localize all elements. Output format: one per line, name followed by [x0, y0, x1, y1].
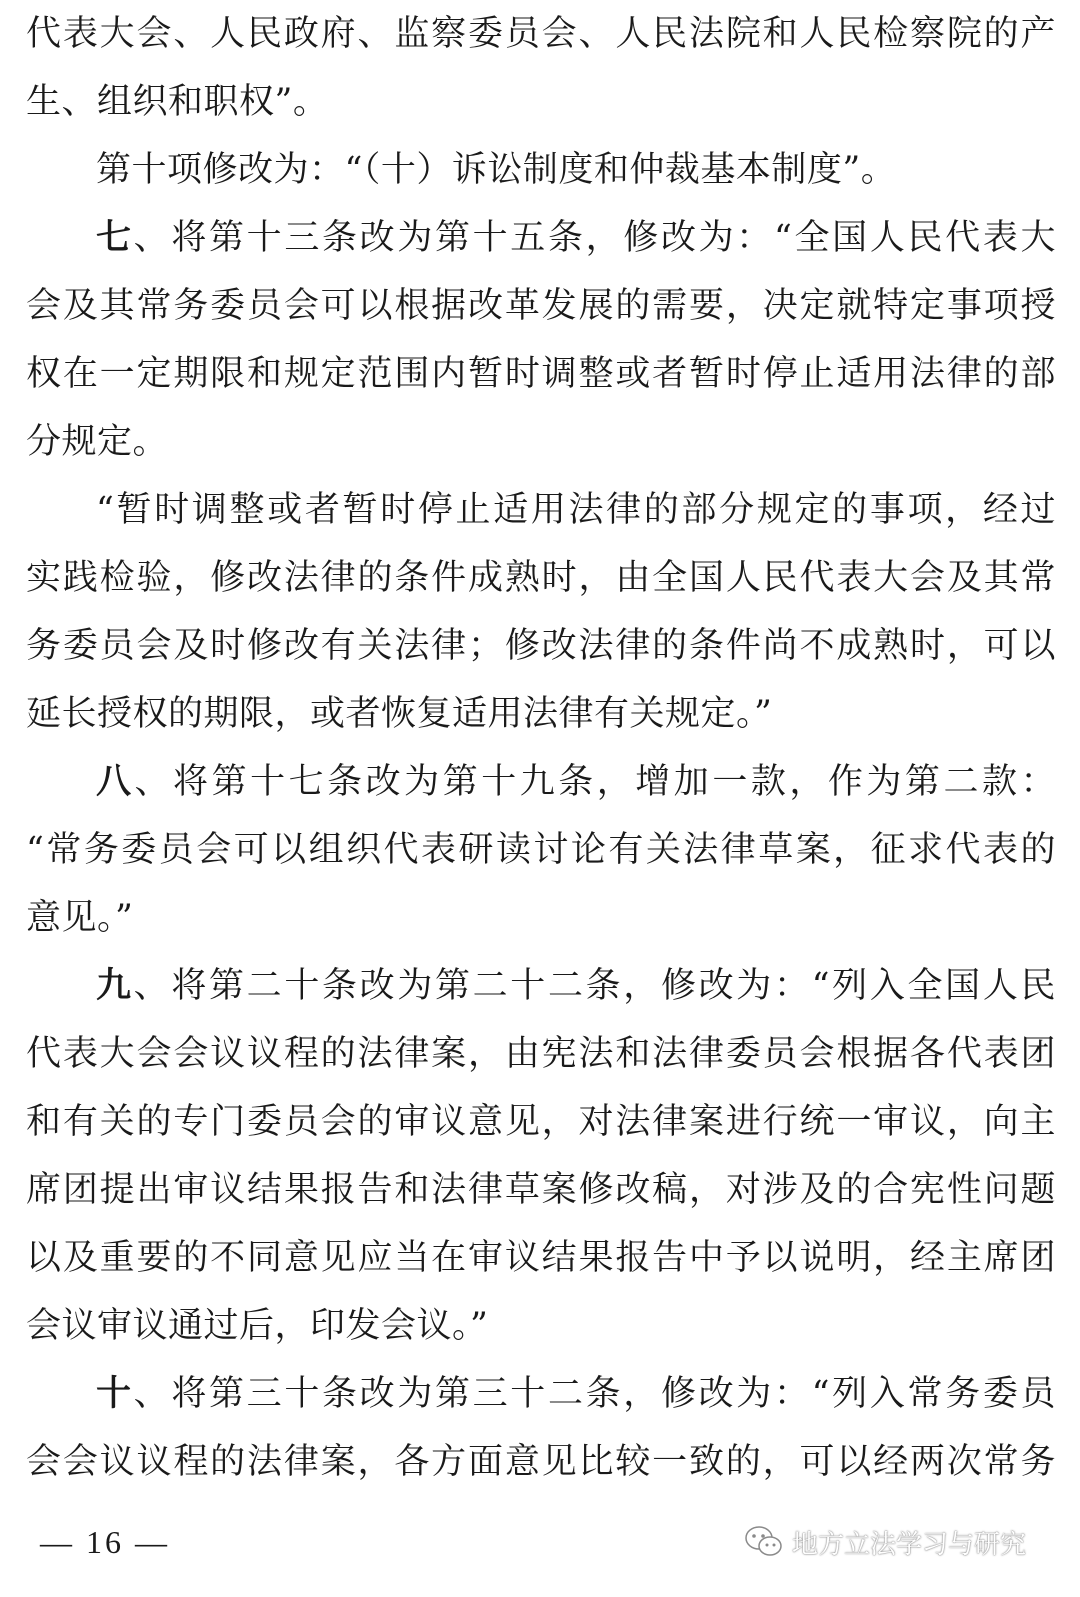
item-eight-heading — [26, 748, 1056, 816]
item-ten-heading — [26, 1360, 1056, 1428]
text-line: 、将第三十条改为第三十二条，修改为：“列入常务委员 — [133, 1374, 1056, 1414]
text-line: 代表大会会议议程的法律案，由宪法和法律委员会根据各代表团 — [26, 1034, 1056, 1074]
text-line: 第十项修改为：“（十）诉讼制度和仲裁基本制度”。 — [96, 150, 897, 190]
text-line: 分规定。 — [26, 422, 169, 462]
text-line: 以及重要的不同意见应当在审议结果报告中予以说明，经主席团 — [26, 1238, 1056, 1278]
text-line: “常务委员会可以组织代表研读讨论有关法律草案，征求代表的 — [26, 830, 1056, 870]
page-footer — [0, 1512, 1080, 1572]
text-line: 务委员会及时修改有关法律；修改法律的条件尚不成熟时，可以 — [26, 626, 1056, 666]
text-line: 权在一定期限和规定范围内暂时调整或者暂时停止适用法律的部 — [26, 354, 1056, 394]
text-line: 延长授权的期限，或者恢复适用法律有关规定。” — [26, 694, 773, 734]
item-number: 十 — [96, 1373, 134, 1414]
text-line: 和有关的专门委员会的审议意见，对法律案进行统一审议，向主 — [26, 1102, 1056, 1142]
text-line: 会议审议通过后，印发会议。” — [26, 1306, 489, 1346]
wechat-icon — [744, 1524, 784, 1560]
text-line: 席团提出审议结果报告和法律草案修改稿，对涉及的合宪性问题 — [26, 1170, 1056, 1210]
page-number: — 16 — — [40, 1524, 170, 1560]
item-seven-heading — [26, 204, 1056, 272]
item-nine-heading — [26, 952, 1056, 1020]
text-line: “暂时调整或者暂时停止适用法律的部分规定的事项，经过 — [96, 490, 1056, 530]
document-body — [26, 0, 1056, 1496]
text-line: 会及其常务委员会可以根据改革发展的需要，决定就特定事项授 — [26, 286, 1056, 326]
item-number: 九 — [96, 965, 134, 1006]
text-line: 生、组织和职权”。 — [26, 82, 329, 122]
text-line: 意见。” — [26, 898, 134, 938]
text-line: 、将第十三条改为第十五条，修改为：“全国人民代表大 — [133, 218, 1056, 258]
watermark-text: 地方立法学习与研究 — [791, 1529, 1026, 1560]
text-line: 代表大会、人民政府、监察委员会、人民法院和人民检察院的产 — [26, 14, 1056, 54]
text-line: 实践检验，修改法律的条件成熟时，由全国人民代表大会及其常 — [26, 558, 1056, 598]
item-number: 七 — [96, 217, 134, 258]
item-number: 八 — [96, 761, 135, 802]
text-line: 、将第二十条改为第二十二条，修改为：“列入全国人民 — [133, 966, 1056, 1006]
source-watermark — [744, 1520, 1026, 1564]
text-line: 、将第十七条改为第十九条，增加一款，作为第二款： — [134, 762, 1056, 802]
text-line: 会会议议程的法律案，各方面意见比较一致的，可以经两次常务 — [26, 1442, 1056, 1482]
